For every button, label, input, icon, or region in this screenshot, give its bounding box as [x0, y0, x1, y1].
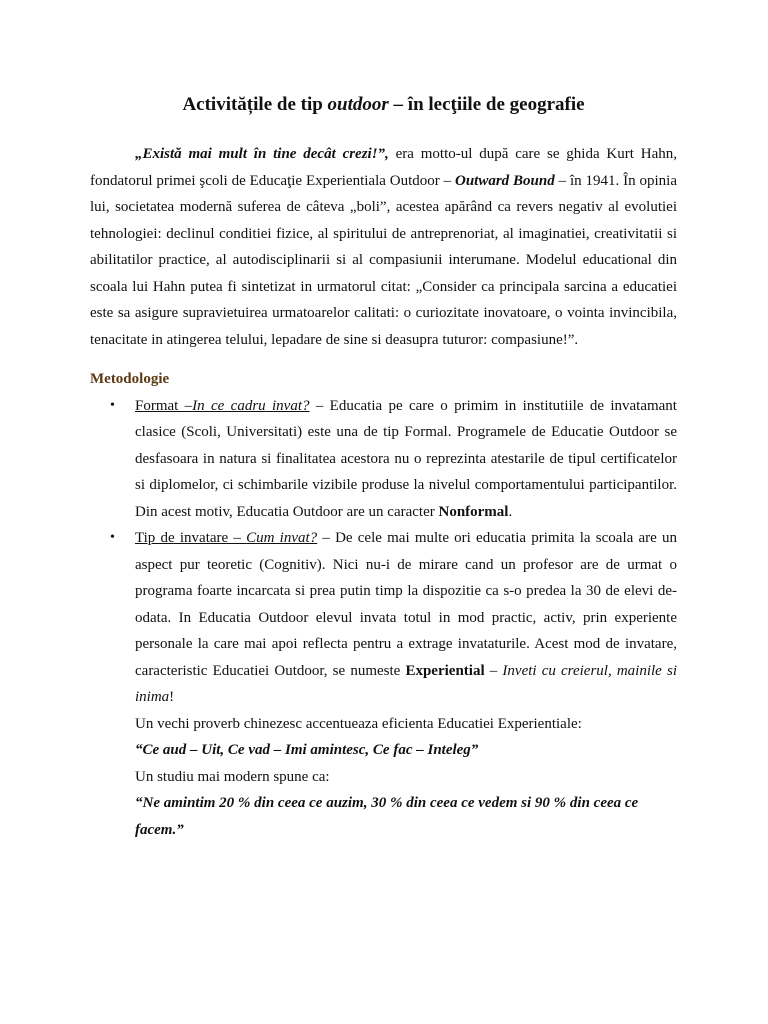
document-title [90, 93, 677, 117]
proverb-intro: Un vechi proverb chinezesc accentueaza eficienta Educatiei Experientiale: [135, 715, 582, 732]
format-text: – Educatia pe care o primim in institutiile de invatamant clasice (Scoli, Universitati) este una de tip Formal. Programele de Educatie Outdoor se desfasoara in natura si finalitatea acestora nu o reprezinta atestarile de tipul certificatelor si diplomelor, ci schimbarile vizibile produse la nivelul comportamentului participantilor. Din acest motiv, Educatia Outdoor are un caracter [135, 397, 677, 520]
nonformal-bold: Nonformal [438, 503, 509, 520]
list-item-format: • Format –In ce cadru invat? – Educatia pe care o primim in institutiile de invatamant clasice (Scoli, Universitati) este una de tip Formal. Programele de Educatie Outdoor se desfasoara in natura si finalitatea acestora nu o reprezinta atestarile de tipul certificatelor si diplomelor, ci schimbarile vizibile produse la nivelul comportamentului participantilor. Din acest motiv, Educatia Outdoor are un caracter Nonformal. [90, 393, 677, 526]
intro-paragraph [90, 141, 677, 353]
intro-text-1: era motto-ul după care se ghida Kurt Hahn, fondatorul primei şcoli de Educaţie Experientiala Outdoor – [90, 146, 677, 189]
format-label: Format –In ce cadru invat? [135, 397, 310, 414]
bullet-icon: • [110, 530, 115, 545]
proverb-quote: “Ce aud – Uit, Ce vad – Imi amintesc, Ce fac – Inteleg” [135, 742, 479, 758]
section-heading-methodology: Metodologie [90, 371, 170, 387]
motto-quote: „Există mai mult în tine decât crezi!”, [135, 146, 389, 162]
title-outdoor: outdoor [327, 94, 389, 115]
intro-text-2: – în 1941. În opinia lui, societatea modernă suferea de câteva „boli”, acestea apărând ca revers negativ al evolutiei tehnologiei: declinul conditiei fizice, al spiritului de antreprenoriat, al imaginatiei, creativitatii si abilitatilor practice, al autodisciplinarii si al compasiunii interumane. Modelul educational din scoala lui Hahn putea fi sintetizat in urmatorul citat: „Consider ca principala sarcina a educatiei este sa asigure supravietuirea urmatoarelor calitati: o curiozitate inovatoare, o vointa invincibila, tenacitate in atingerea telului, lepadare de sine si deasupra tuturor: compasiune!”. [90, 172, 677, 348]
learning-type-label: Tip de invatare – Cum invat? [135, 530, 318, 546]
study-quote: “Ne amintim 20 % din ceea ce auzim, 30 % din ceea ce vedem si 90 % din ceea ce facem.” [135, 795, 639, 838]
bullet-icon: • [110, 397, 115, 413]
study-intro: Un studiu mai modern spune ca: [135, 768, 330, 785]
title-part1: Activitățile de tip [182, 94, 328, 115]
outward-bound: Outward Bound [455, 172, 555, 189]
experiential-bold: Experiential [405, 662, 485, 679]
experiential-italic: Inveti cu creierul, mainile si inima [135, 662, 677, 705]
methodology-list [90, 393, 677, 711]
document-page [90, 0, 677, 843]
list-item-learning-type: • Tip de invatare – Cum invat? – De cele mai multe ori educatia primita la scoala are un aspect pur teoretic (Cognitiv). Nici nu-i de mirare cand un profesor are de urmat o programa foarte incarcata si prea putin timp la dispozitie ca s-o predea la 30 de elevi de-odata. In Educatia Outdoor elevul invata totul in mod practic, activ, prin experiente personale la care mai apoi reflecta pentru a extrage invataturile. Acest mod de invatare, caracteristic Educatiei Outdoor, se numeste Experiential – Inveti cu creierul, mainile si inima! [90, 525, 677, 711]
learning-type-text: – De cele mai multe ori educatia primita la scoala are un aspect pur teoretic (Cognitiv). Nici nu-i de mirare cand un profesor are de urmat o programa foarte incarcata si prea putin timp la dispozitie ca s-o predea la 30 de elevi de-odata. In Educatia Outdoor elevul invata totul in mod practic, activ, prin experiente personale la care mai apoi reflecta pentru a extrage invataturile. Acest mod de invatare, caracteristic Educatiei Outdoor, se numeste [135, 530, 677, 679]
title-part3: – în lecţiile de geografie [388, 94, 585, 115]
